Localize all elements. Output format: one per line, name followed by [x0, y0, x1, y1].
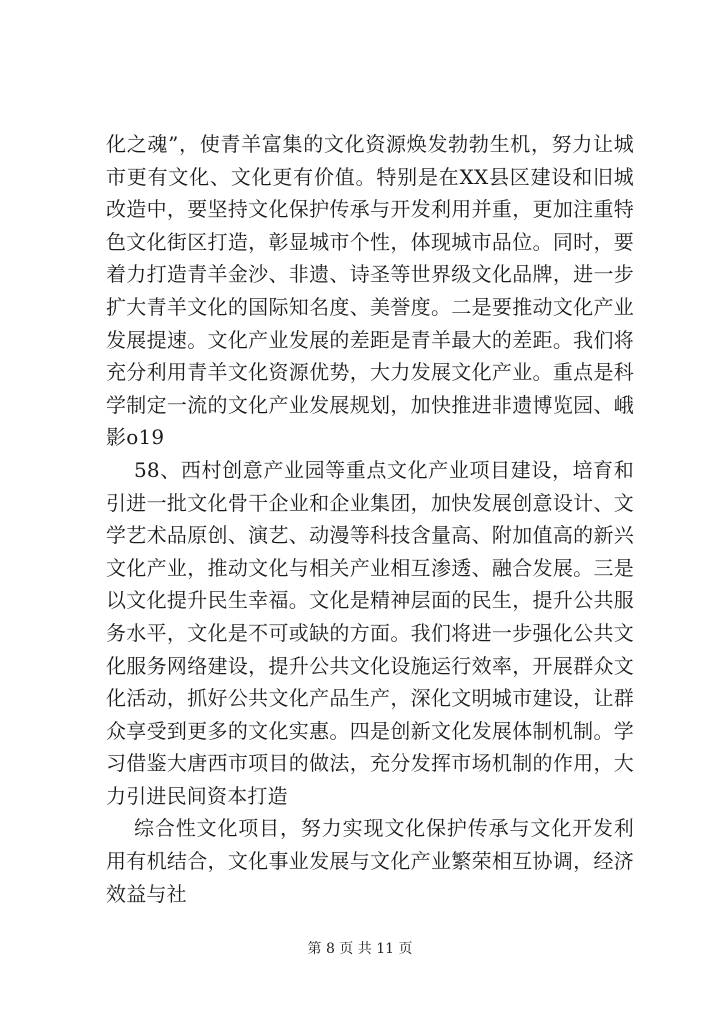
page-footer: 第 8 页 共 11 页: [307, 941, 413, 957]
paragraph-2: 58、西村创意产业园等重点文化产业项目建设，培育和引进一批文化骨干企业和企业集团，加快发展创意设计、文学艺术品原创、演艺、动漫等科技含量高、附加值高的新兴文化产业，推动文化与相关产业相互渗透、融合发展。三是以文化提升民生幸福。文化是精神层面的民生，提升公共服务水平，文化是不可或缺的方面。我们将进一步强化公共文化服务网络建设，提升公共文化设施运行效率，开展群众文化活动，抓好公共文化产品生产，深化文明城市建设，让群众享受到更多的文化实惠。四是创新文化发展体制机制。学习借鉴大唐西市项目的做法，充分发挥市场机制的作用，大力引进民间资本打造: [106, 457, 634, 808]
paragraph-3: 综合性文化项目，努力实现文化保护传承与文化开发利用有机结合，文化事业发展与文化产业繁荣相互协调，经济效益与社: [106, 816, 634, 906]
body-text: [106, 128, 634, 910]
paragraph-1: 化之魂”，使青羊富集的文化资源焕发勃勃生机，努力让城市更有文化、文化更有价值。特别是在XX县区建设和旧城改造中，要坚持文化保护传承与开发利用并重，更加注重特色文化街区打造，彰显城市个性，体现城市品位。同时，要着力打造青羊金沙、非遗、诗圣等世界级文化品牌，进一步扩大青羊文化的国际知名度、美誉度。二是要推动文化产业发展提速。文化产业发展的差距是青羊最大的差距。我们将充分利用青羊文化资源优势，大力发展文化产业。重点是科学制定一流的文化产业发展规划，加快推进非遗博览园、峨影o19: [106, 132, 634, 450]
